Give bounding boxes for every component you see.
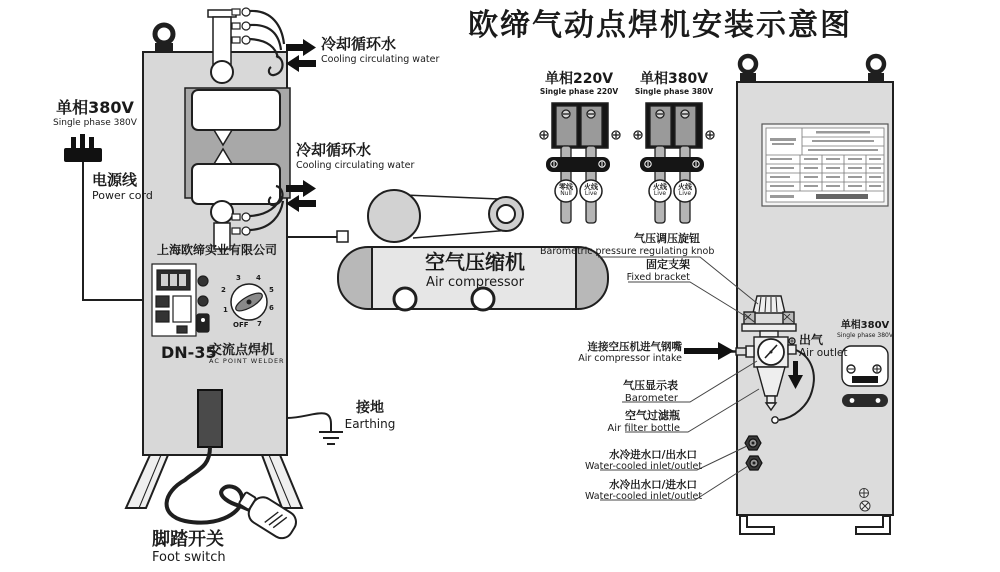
fixed-bracket-label bbox=[570, 259, 690, 283]
welder-cabinet bbox=[726, 56, 893, 534]
barometer-label bbox=[590, 380, 678, 405]
wheel bbox=[394, 288, 416, 310]
wheel bbox=[472, 288, 494, 310]
power-plug-icon bbox=[64, 134, 143, 300]
knob-number: 5 bbox=[269, 286, 274, 294]
knob-number: 1 bbox=[223, 306, 228, 314]
belt-line bbox=[413, 230, 510, 238]
power-supply-label-cn: 单相380V bbox=[56, 98, 134, 117]
tag-220v-live-en: Live bbox=[584, 190, 598, 197]
foot-switch-label-en: Foot switch bbox=[152, 550, 226, 566]
tag-380v-live1-en: Live bbox=[653, 190, 667, 197]
compressor-label-cn: 空气压缩机 bbox=[425, 250, 525, 274]
water-outlet-label-cn: 水冷出水口/进水口 bbox=[609, 479, 697, 491]
compressor-label-en: Air compressor bbox=[426, 274, 524, 290]
arrow-right-icon bbox=[286, 39, 316, 56]
air-outlet-label-en: Air outlet bbox=[799, 347, 848, 360]
pressure-knob bbox=[753, 296, 785, 313]
model-label-en: AC POINT WELDER bbox=[209, 357, 285, 366]
earthing-label-cn: 接地 bbox=[356, 400, 384, 416]
barometer-label-cn: 气压显示表 bbox=[623, 379, 678, 392]
tag-380v-live2-cn: 火线 bbox=[678, 183, 692, 191]
cooling-water-mid-label bbox=[296, 142, 414, 171]
barometer-gauge bbox=[758, 339, 784, 365]
plug-380v-title-cn: 单相380V bbox=[639, 71, 709, 87]
cooling-water-top-cn: 冷却循环水 bbox=[321, 35, 397, 53]
earthing-label-en: Earthing bbox=[344, 416, 396, 431]
cabinet-feet bbox=[740, 516, 890, 534]
foot-switch-label-cn: 脚踏开关 bbox=[152, 529, 224, 550]
machine-legs bbox=[126, 455, 302, 508]
cooling-water-mid-cn: 冷却循环水 bbox=[296, 141, 372, 159]
water-outlet-label-en: Water-cooled inlet/outlet bbox=[585, 491, 703, 503]
power-cord-label-cn: 电源线 bbox=[92, 171, 138, 189]
pulley-large bbox=[368, 190, 420, 242]
tag-220v-null bbox=[555, 184, 577, 197]
socket-380v bbox=[842, 346, 888, 407]
tag-220v-live-cn: 火线 bbox=[584, 183, 598, 191]
lifting-eye-icon bbox=[155, 25, 173, 52]
knob-number: 2 bbox=[221, 286, 226, 294]
power-supply-label-en: Single phase 380V bbox=[53, 117, 137, 128]
fixed-bracket-label-en: Fixed bracket bbox=[626, 271, 690, 283]
knob-number: 3 bbox=[236, 274, 241, 282]
water-inlet-bolt bbox=[745, 436, 761, 450]
plug-220v-title-en: Single phase 220V bbox=[539, 86, 619, 96]
knob-off-label: OFF bbox=[233, 321, 249, 329]
intake-label-en: Air compressor intake bbox=[578, 353, 682, 365]
regulator-knob-label-en: Barometric pressure regulating knob bbox=[540, 245, 715, 257]
cooling-water-top-en: Cooling circulating water bbox=[321, 53, 440, 65]
terminal-block-380v bbox=[634, 103, 714, 223]
model-number: DN-35 bbox=[161, 343, 217, 362]
terminal-block-220v bbox=[540, 103, 620, 223]
company-name: 上海欧缔实业有限公司 bbox=[156, 243, 277, 257]
tag-220v-null-en: Null bbox=[560, 190, 572, 197]
tag-380v-live2-en: Live bbox=[678, 190, 692, 197]
intake-label-cn: 连接空压机进气钢嘴 bbox=[587, 341, 682, 353]
plug-380v-title bbox=[630, 71, 718, 96]
water-outlet-label bbox=[585, 479, 703, 503]
cooling-water-top-label bbox=[321, 36, 439, 65]
water-inlet-label-en: Water-cooled inlet/outlet bbox=[585, 461, 703, 473]
air-filter-label bbox=[586, 410, 680, 435]
plug-380v-title-en: Single phase 380V bbox=[634, 86, 714, 96]
page-title: 欧缔气动点焊机安装示意图 bbox=[468, 8, 852, 43]
tag-220v-null-cn: 零线 bbox=[559, 183, 573, 191]
water-outlet-bolt bbox=[746, 456, 762, 470]
power-cord-label-en: Power cord bbox=[92, 188, 153, 202]
compressor-label bbox=[390, 251, 560, 290]
socket-380v-label-cn: 单相380V bbox=[840, 320, 890, 331]
power-cord-label bbox=[92, 172, 153, 203]
cooling-water-mid-en: Cooling circulating water bbox=[296, 159, 415, 171]
barometer-label-en: Barometer bbox=[624, 392, 678, 404]
earthing-label bbox=[335, 400, 405, 431]
intake-label bbox=[565, 341, 682, 365]
tag-380v-live-1 bbox=[649, 184, 671, 197]
pedal-mount bbox=[198, 390, 222, 447]
plug-220v-title-cn: 单相220V bbox=[544, 71, 614, 87]
water-inlet-label bbox=[585, 449, 703, 473]
socket-380v-label bbox=[834, 320, 896, 339]
outlet-valve bbox=[788, 338, 796, 354]
intake-arrow-icon bbox=[684, 342, 734, 360]
rotary-knob bbox=[231, 284, 267, 320]
knob-number: 4 bbox=[256, 274, 261, 282]
welder-machine bbox=[126, 8, 302, 542]
air-filter-label-en: Air filter bottle bbox=[607, 422, 680, 434]
regulator-knob-label bbox=[540, 232, 715, 257]
arrow-left-icon bbox=[286, 55, 316, 72]
tag-380v-live-2 bbox=[674, 184, 696, 197]
knob-number: 6 bbox=[269, 304, 274, 312]
air-outlet-label-cn: 出气 bbox=[799, 333, 824, 347]
air-filter-label-cn: 空气过滤瓶 bbox=[625, 409, 680, 422]
power-supply-label bbox=[40, 99, 150, 128]
regulator-knob-label-cn: 气压调压旋钮 bbox=[634, 232, 700, 245]
foot-switch-label bbox=[152, 529, 226, 566]
model-label-cn: 交流点焊机 bbox=[209, 343, 275, 358]
model-label bbox=[209, 343, 285, 366]
lifting-eye-icon bbox=[868, 56, 884, 82]
knob-number: 7 bbox=[257, 320, 262, 328]
socket-380v-label-en: Single phase 380V bbox=[837, 331, 893, 339]
plug-220v-title bbox=[535, 71, 623, 96]
nameplate bbox=[762, 124, 888, 206]
fixed-bracket-label-cn: 固定支架 bbox=[646, 258, 690, 271]
lifting-eye-icon bbox=[740, 56, 756, 82]
tag-220v-live bbox=[580, 184, 602, 197]
tag-380v-live1-cn: 火线 bbox=[653, 183, 667, 191]
water-inlet-label-cn: 水冷进水口/出水口 bbox=[609, 449, 697, 461]
